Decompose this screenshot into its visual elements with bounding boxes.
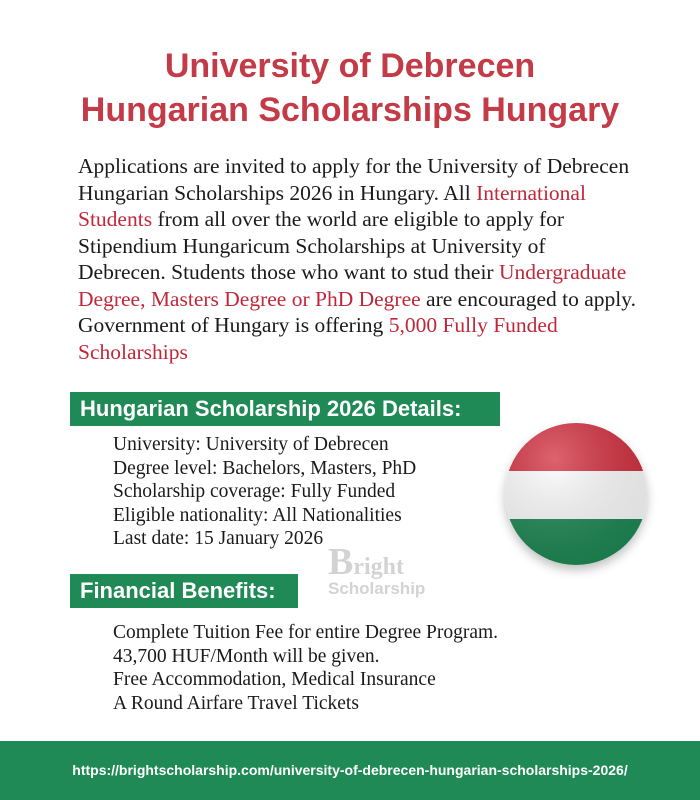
footer-url[interactable]: https://brightscholarship.com/university-of-debrecen-hungarian-scholarships-2026/ bbox=[72, 762, 628, 778]
benefit-airfare: A Round Airfare Travel Tickets bbox=[113, 692, 359, 714]
page-title bbox=[0, 44, 700, 132]
details-list bbox=[113, 433, 416, 551]
benefits-list bbox=[113, 621, 498, 715]
title-line-2: Hungarian Scholarships Hungary bbox=[80, 91, 620, 129]
details-heading: Hungarian Scholarship 2026 Details: bbox=[70, 392, 500, 426]
title-line-1: University of Debrecen bbox=[164, 47, 536, 85]
intro-text-3: are encouraged to apply. Government of Hungary is offering bbox=[78, 286, 636, 337]
watermark-brand: right bbox=[353, 554, 405, 580]
highlight-international-students: International Students bbox=[78, 180, 586, 231]
watermark-logo bbox=[328, 541, 458, 599]
intro-text-1: Applications are invited to apply for the University of Debrecen Hungarian Scholarships 2026 in Hungary. All bbox=[78, 154, 630, 205]
detail-last-date: Last date: 15 January 2026 bbox=[113, 528, 324, 549]
benefit-accommodation: Free Accommodation, Medical Insurance bbox=[113, 669, 436, 690]
detail-university: University: University of Debrecen bbox=[113, 434, 389, 455]
detail-coverage: Scholarship coverage: Fully Funded bbox=[113, 481, 396, 502]
intro-text-2: from all over the world are eligible to apply for Stipendium Hungaricum Scholarships at University of Debrecen. Students those who want to stud their bbox=[78, 207, 565, 284]
watermark-sub: Scholarship bbox=[328, 579, 426, 598]
benefits-heading: Financial Benefits: bbox=[70, 574, 298, 608]
benefit-stipend: 43,700 HUF/Month will be given. bbox=[113, 645, 380, 667]
hungary-flag-icon bbox=[505, 423, 647, 565]
watermark-initial: B bbox=[328, 541, 354, 583]
detail-degree-level: Degree level: Bachelors, Masters, PhD bbox=[113, 457, 417, 479]
intro-paragraph bbox=[78, 153, 638, 365]
highlight-funded-scholarships: 5,000 Fully Funded Scholarships bbox=[78, 313, 558, 364]
detail-nationality: Eligible nationality: All Nationalities bbox=[113, 504, 402, 526]
highlight-degrees: Undergraduate Degree, Masters Degree or PhD Degree bbox=[78, 260, 627, 311]
footer-url-bar bbox=[0, 741, 700, 800]
benefit-tuition: Complete Tuition Fee for entire Degree Program. bbox=[113, 622, 499, 643]
